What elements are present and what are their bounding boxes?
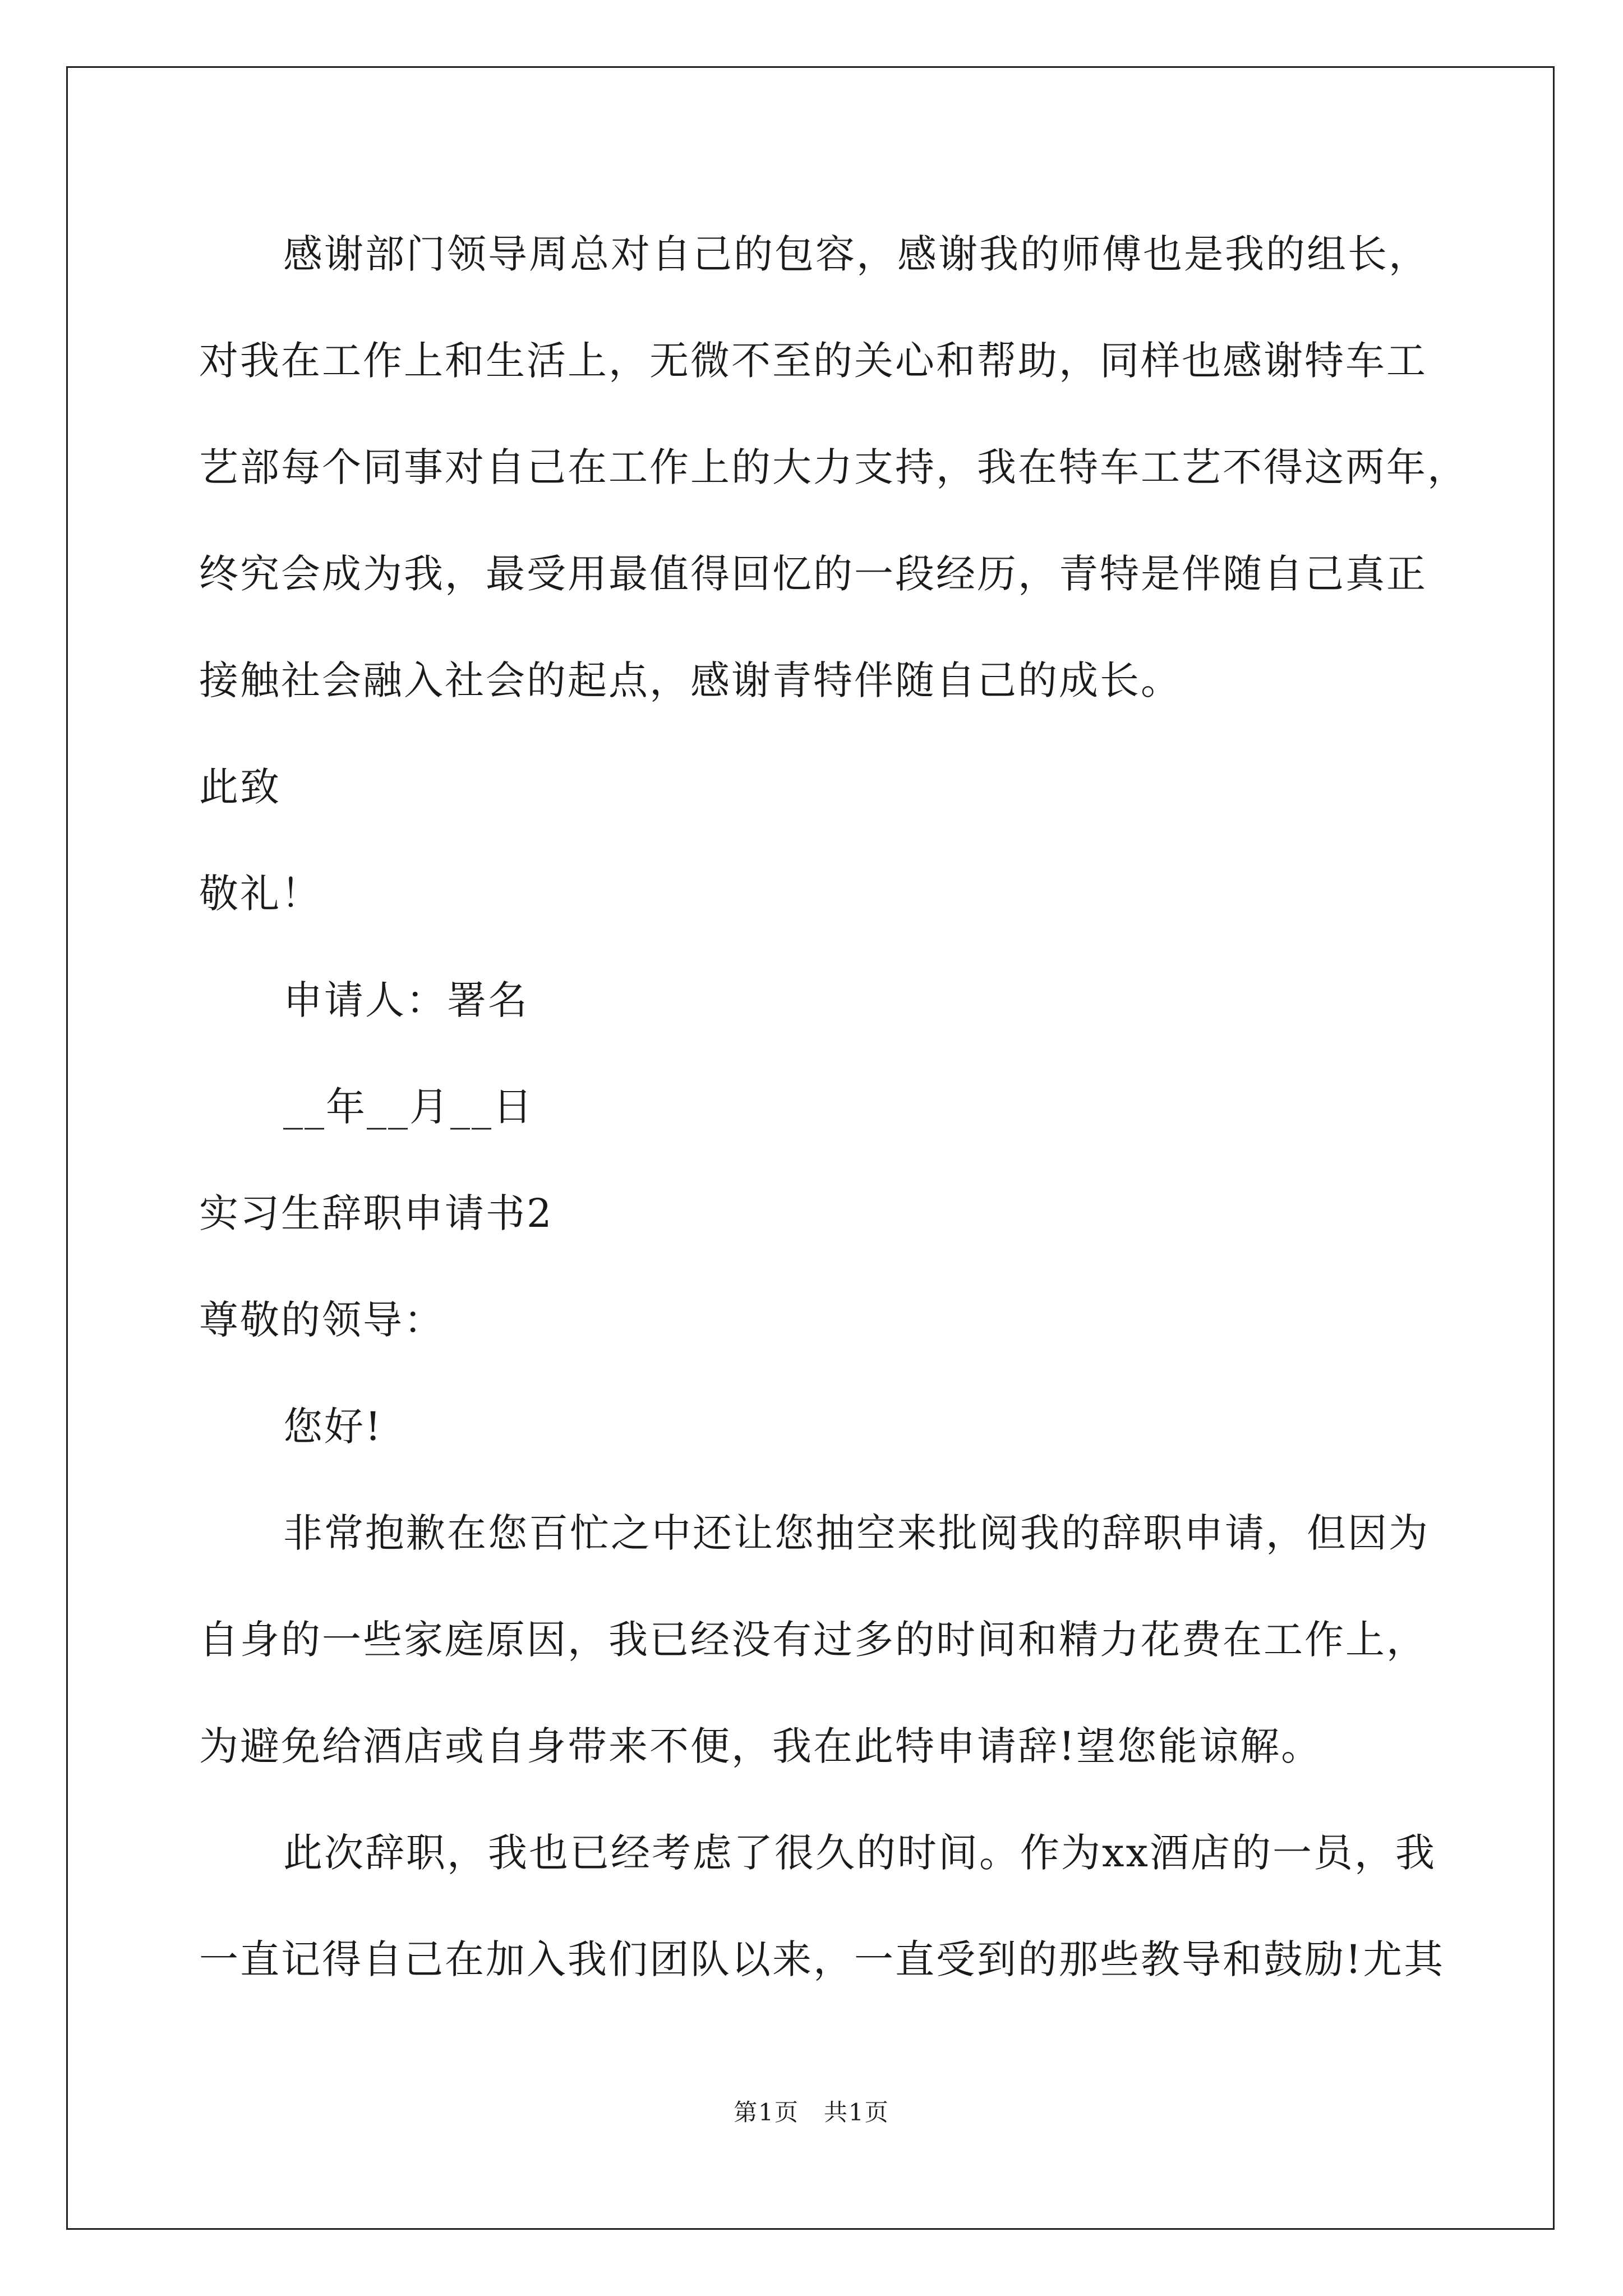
greeting-hello: 您好!	[283, 1404, 383, 1450]
paragraph-line: 接触社会融入社会的起点，感谢青特伴随自己的成长。	[199, 657, 1182, 703]
date-line: __年__月__日	[283, 1084, 534, 1130]
paragraph-line: 对我在工作上和生活上，无微不至的关心和帮助，同样也感谢特车工	[199, 338, 1427, 384]
greeting: 尊敬的领导：	[199, 1297, 445, 1343]
paragraph-line: 感谢部门领导周总对自己的包容，感谢我的师傅也是我的组长，	[283, 231, 1430, 277]
page-footer: 第1页 共1页	[734, 2099, 889, 2126]
closing-salutation: 此致	[199, 764, 281, 810]
section-title: 实习生辞职申请书2	[199, 1190, 554, 1236]
paragraph-line: 终究会成为我，最受用最值得回忆的一段经历，青特是伴随自己真正	[199, 551, 1427, 597]
applicant-signature: 申请人：署名	[283, 977, 529, 1023]
paragraph-line: 一直记得自己在加入我们团队以来，一直受到的那些教导和鼓励!尤其	[199, 1936, 1445, 1982]
paragraph-line: 自身的一些家庭原因，我已经没有过多的时间和精力花费在工作上，	[199, 1617, 1427, 1663]
paragraph-line: 艺部每个同事对自己在工作上的大力支持，我在特车工艺不得这两年，	[199, 444, 1468, 490]
closing-regards: 敬礼！	[199, 871, 322, 917]
paragraph-line: 非常抱歉在您百忙之中还让您抽空来批阅我的辞职申请，但因为	[283, 1510, 1430, 1556]
page-border	[66, 66, 1555, 2230]
paragraph-line: 此次辞职，我也已经考虑了很久的时间。作为xx酒店的一员，我	[283, 1830, 1436, 1876]
paragraph-line: 为避免给酒店或自身带来不便，我在此特申请辞!望您能谅解。	[199, 1723, 1322, 1769]
